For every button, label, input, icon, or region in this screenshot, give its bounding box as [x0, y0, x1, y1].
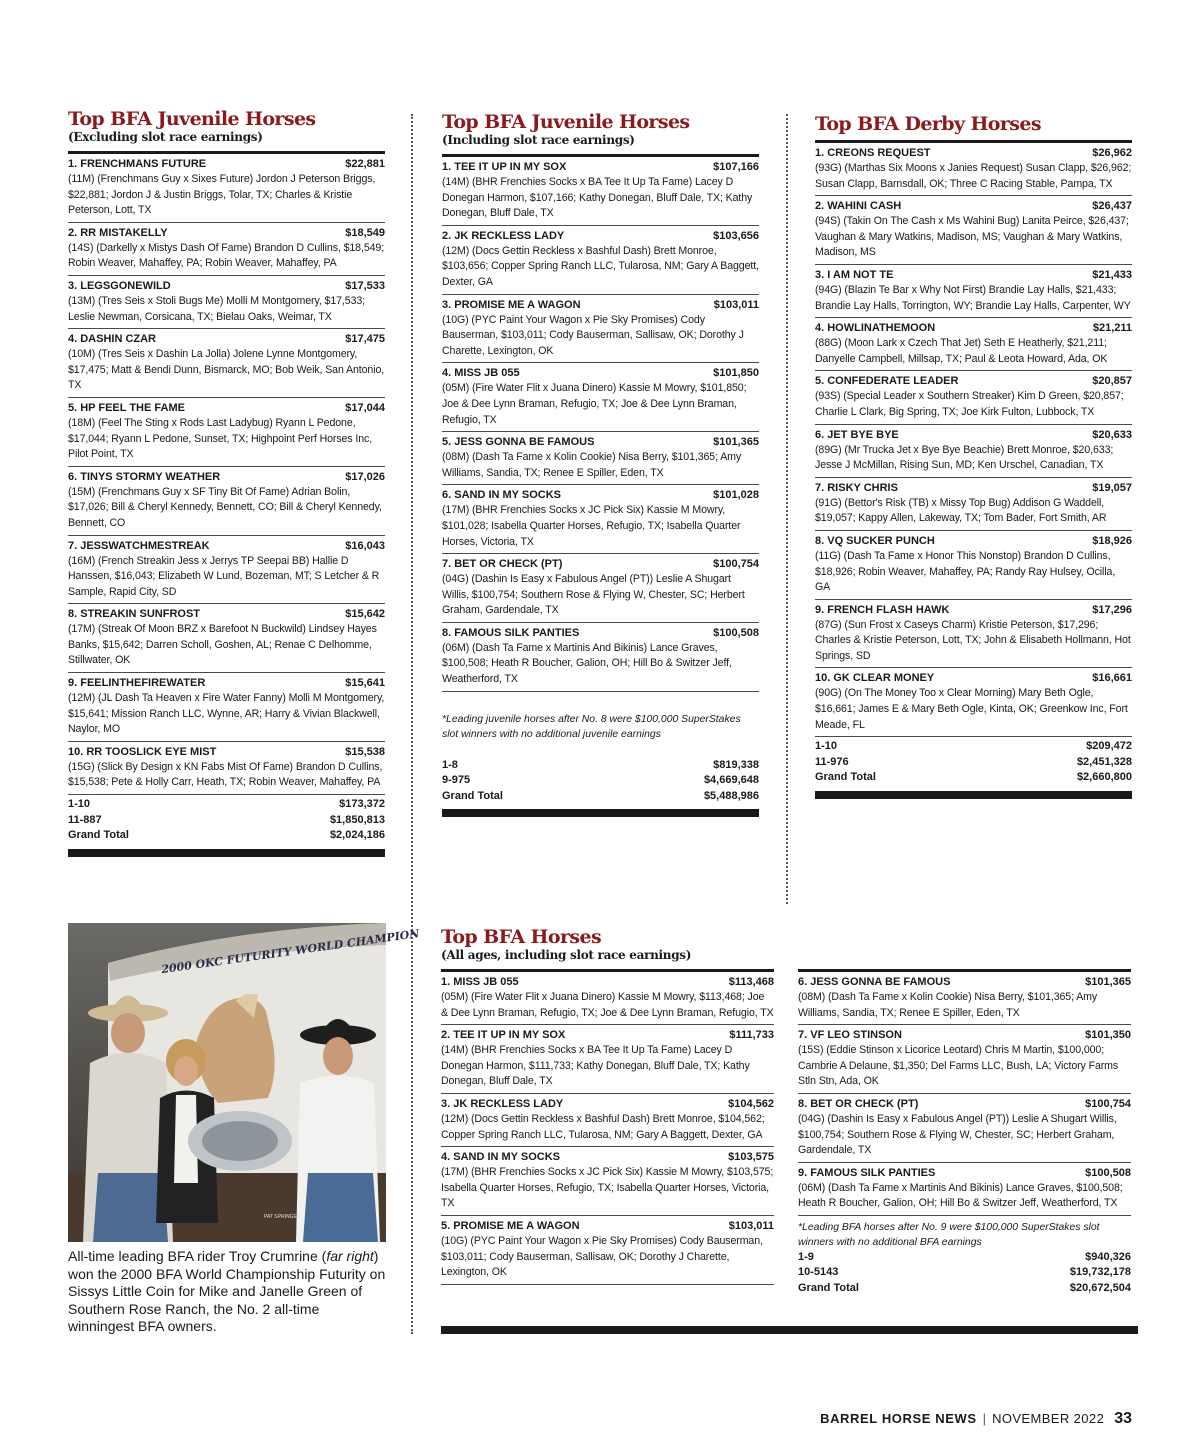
total-row — [68, 797, 385, 813]
horse-details: (91G) (Bettor's Risk (TB) x Missy Top Bug) Addison G Waddell, $19,057; Kappy Allen, Lakeway, TX; Tom Bader, Fort Smith, AR — [815, 496, 1107, 525]
horse-details: (12M) (JL Dash Ta Heaven x Fire Water Fanny) Molli M Montgomery, $15,641; Mission Ranch LLC, Wynne, AR; Harry & Vivian Blackwell, Naylor, MO — [68, 692, 385, 736]
horse-details: (17M) (BHR Frenchies Socks x JC Pick Six) Kassie M Mowry, $103,575; Isabella Quarter Horses, Refugio, TX; Isabella Quarter Horses, Victoria, TX — [441, 1166, 774, 1210]
horse-details: (14M) (BHR Frenchies Socks x BA Tee It Up Ta Fame) Lacey D Donegan Harmon, $107,166; Kathy Donegan, Bluff Dale, TX; Kathy Donegan, Bluff Dale, TX — [442, 176, 753, 220]
entry-header — [441, 1097, 774, 1112]
horse-details: (16M) (French Streakin Jess x Jerrys TP Seepai BB) Hallie D Hanssen, $16,043; Elizabeth W Lund, Bozeman, MT; S Letcher & R Sample, Rapid City, SD — [68, 554, 380, 598]
list-item — [441, 1147, 774, 1216]
horse-details: (93G) (Marthas Six Moons x Janies Request) Susan Clapp, $26,962; Susan Clapp, Barnsdall, OK; Three C Racing Stable, Pampa, TX — [815, 162, 1132, 190]
earnings-amount: $101,365 — [1085, 976, 1131, 988]
entry-header — [442, 488, 759, 503]
horse-details: (89G) (Mr Trucka Jet x Bye Bye Beachie) Brett Monroe, $20,633; Jesse J McMillan, Rising Sun, MD; Ken Urschel, Canadian, TX — [815, 443, 1114, 472]
total-label: Grand Total — [815, 771, 876, 784]
horse-name: 9. FEELINTHEFIREWATER — [68, 677, 206, 690]
total-value: $819,338 — [713, 758, 759, 771]
list-item — [815, 668, 1132, 737]
horse-name: 6. JESS GONNA BE FAMOUS — [798, 976, 951, 988]
section-title: Top BFA Horses — [441, 926, 602, 948]
horse-details: (87G) (Sun Frost x Caseys Charm) Kristie Peterson, $17,296; Charles & Kristie Peterson, Lott, TX; John & Elisabeth Hollmann, Hot Springs, SD — [815, 618, 1131, 662]
totals — [815, 737, 1132, 786]
all-ages-right-column — [798, 969, 1131, 1296]
total-row — [68, 828, 385, 844]
entry-header — [815, 534, 1132, 549]
total-label: Grand Total — [798, 1281, 859, 1294]
entry-header — [815, 268, 1132, 283]
total-value: $4,669,648 — [703, 774, 759, 787]
horse-name: 2. JK RECKLESS LADY — [442, 229, 565, 242]
entry-list — [68, 154, 385, 795]
earnings-amount: $20,857 — [1092, 375, 1132, 388]
list-item — [442, 363, 759, 432]
total-row — [442, 789, 759, 805]
earnings-amount: $103,575 — [728, 1151, 774, 1164]
horse-details: (11M) (Frenchmans Guy x Sixes Future) Jordon J Peterson Briggs, $22,881; Jordon J & Justin Briggs, Tolar, TX; Charles & Kristie Peterson, Lott, TX — [68, 173, 376, 217]
photo-champions — [68, 923, 421, 1242]
photo-illustration — [68, 923, 421, 1242]
list-item — [442, 432, 759, 485]
earnings-amount: $26,437 — [1092, 200, 1132, 213]
juvenile-excl-section — [68, 108, 385, 857]
footnote: *Leading juvenile horses after No. 8 were $100,000 SuperStakes slot winners with no additional juvenile earnings — [442, 713, 741, 740]
earnings-amount: $16,661 — [1092, 672, 1132, 685]
list-item — [441, 972, 774, 1025]
page-number: 33 — [1114, 1410, 1132, 1427]
list-item — [68, 742, 385, 795]
banner-text: 2000 OKC FUTURITY WORLD CHAMPION — [160, 927, 421, 977]
section-subtitle: (Including slot race earnings) — [442, 133, 635, 147]
list-item — [68, 673, 385, 742]
horse-name: 10. GK CLEAR MONEY — [815, 672, 935, 685]
section-subtitle: (Excluding slot race earnings) — [68, 130, 263, 144]
earnings-amount: $100,754 — [1085, 1097, 1131, 1110]
earnings-amount: $103,011 — [713, 298, 759, 311]
section-bottom-bar — [442, 809, 759, 817]
entry-header — [68, 539, 385, 554]
total-row — [815, 739, 1132, 755]
entry-header — [798, 1166, 1131, 1181]
horse-name: 7. VF LEO STINSON — [798, 1029, 902, 1042]
horse-details: (13M) (Tres Seis x Stoli Bugs Me) Molli M Montgomery, $17,533; Leslie Newman, Corsicana, TX; Bielau Oaks, Weimar, TX — [68, 294, 365, 323]
earnings-amount: $100,754 — [713, 558, 759, 571]
entry-header — [68, 279, 385, 294]
caption-emphasis: far right — [326, 1248, 374, 1264]
horse-details: (08M) (Dash Ta Fame x Kolin Cookie) Nisa Berry, $101,365; Amy Williams, Sandia, TX; Renee E Spiller, Eden, TX — [442, 451, 742, 479]
horse-details: (15M) (Frenchmans Guy x SF Tiny Bit Of Fame) Adrian Bolin, $17,026; Bill & Cheryl Kennedy, Bennett, CO; Bill & Cheryl Kennedy, Bennett, CO — [68, 485, 382, 529]
total-row — [798, 1281, 1131, 1297]
total-label: 1-10 — [68, 798, 91, 811]
section-bottom-bar — [68, 849, 385, 857]
entry-header — [815, 374, 1132, 389]
horse-details: (90G) (On The Money Too x Clear Morning) Mary Beth Ogle, $16,661; James E & Mary Beth Ogle, Kinta, OK; Greenkow Inc, Fort Meade, FL — [815, 687, 1128, 731]
total-row — [798, 1265, 1131, 1281]
horse-name: 8. BET OR CHECK (PT) — [798, 1097, 919, 1110]
entry-header — [442, 229, 759, 244]
column-divider-left — [411, 114, 413, 1334]
horse-name: 7. BET OR CHECK (PT) — [442, 558, 563, 571]
total-label: 11-887 — [68, 813, 102, 826]
list-item — [442, 623, 759, 692]
entry-header — [442, 366, 759, 381]
horse-name: 7. RISKY CHRIS — [815, 481, 898, 494]
totals — [798, 1250, 1131, 1297]
list-item — [815, 425, 1132, 478]
total-value: $2,024,186 — [329, 829, 385, 842]
total-label: 9-975 — [442, 774, 471, 787]
list-item — [815, 143, 1132, 196]
horse-name: 4. MISS JB 055 — [442, 367, 520, 380]
horse-name: 6. SAND IN MY SOCKS — [442, 489, 561, 502]
earnings-amount: $15,642 — [345, 608, 385, 621]
entry-header — [815, 321, 1132, 336]
horse-name: 3. JK RECKLESS LADY — [441, 1097, 564, 1110]
entry-list — [442, 157, 759, 692]
footer-issue: NOVEMBER 2022 — [992, 1411, 1105, 1426]
horse-name: 9. FRENCH FLASH HAWK — [815, 603, 950, 616]
list-item — [798, 1025, 1131, 1094]
horse-details: (11G) (Dash Ta Fame x Honor This Nonstop) Brandon D Cullins, $18,926; Robin Weaver, Mahaffey, PA; Randy Ray Hulsey, Ocilla, GA — [815, 549, 1116, 594]
list-item — [441, 1025, 774, 1094]
earnings-amount: $107,166 — [713, 161, 759, 173]
entry-header — [798, 1028, 1131, 1043]
horse-details: (15G) (Slick By Design x KN Fabs Mist Of Fame) Brandon D Cullins, $15,538; Pete & Holly Carr, Heath, TX; Robin Weaver, Mahaffey, PA — [68, 760, 383, 789]
list-item — [68, 604, 385, 673]
total-row — [442, 773, 759, 789]
list-item — [441, 1094, 774, 1147]
totals — [68, 795, 385, 844]
earnings-amount: $113,468 — [728, 976, 774, 988]
total-row — [815, 755, 1132, 771]
earnings-amount: $100,508 — [1085, 1166, 1131, 1179]
horse-details: (04G) (Dashin Is Easy x Fabulous Angel (PT)) Leslie A Shugart Willis, $100,754; Southern Rose & Flying W, Chester, SC; Herbert Graham, Gardendale, TX — [442, 573, 745, 617]
list-item — [442, 226, 759, 295]
horse-details: (12M) (Docs Gettin Reckless x Bashful Dash) Brett Monroe, $103,656; Copper Spring Ranch LLC, Tularosa, NM; Gary A Baggett, Dexter, GA — [442, 244, 759, 288]
list-item — [442, 485, 759, 554]
entry-header — [442, 435, 759, 450]
earnings-amount: $111,733 — [729, 1029, 774, 1042]
horse-name: 1. TEE IT UP IN MY SOX — [442, 161, 567, 173]
horse-name: 8. FAMOUS SILK PANTIES — [442, 626, 580, 639]
total-row — [815, 770, 1132, 786]
horse-name: 3. LEGSGONEWILD — [68, 279, 171, 292]
totals — [442, 758, 759, 805]
entry-header — [815, 603, 1132, 618]
horse-details: (04G) (Dashin Is Easy x Fabulous Angel (PT)) Leslie A Shugart Willis, $100,754; Southern Rose & Flying W, Chester, SC; Herbert Graham, Gardendale, TX — [798, 1112, 1117, 1157]
list-item — [815, 371, 1132, 424]
total-label: Grand Total — [442, 789, 503, 802]
earnings-amount: $17,475 — [345, 333, 385, 346]
horse-details: (18M) (Feel The Sting x Rods Last Ladybug) Ryann L Pedone, $17,044; Ryann L Pedone, Sunset, TX; Highpoint Perf Horses Inc, Pilot Point, TX — [68, 416, 373, 461]
entry-list — [441, 972, 774, 1285]
horse-details: (94G) (Blazin Te Bar x Why Not First) Brandie Lay Halls, $21,433; Brandie Lay Halls, Torrington, WY; Brandie Lay Halls, Carpenter, WY — [815, 283, 1131, 312]
earnings-amount: $18,549 — [345, 226, 385, 239]
horse-details: (06M) (Dash Ta Fame x Martinis And Bikinis) Lance Graves, $100,508; Heath R Boucher, Galion, OH; Hill Bo & Switzer Jeff, Weatherford, TX — [442, 641, 732, 686]
earnings-amount: $16,043 — [345, 539, 385, 552]
total-value: $2,660,800 — [1076, 771, 1132, 784]
footer-separator: | — [982, 1411, 987, 1426]
horse-details: (08M) (Dash Ta Fame x Kolin Cookie) Nisa Berry, $101,365; Amy Williams, Sandia, TX; Renee E Spiller, Eden, TX — [798, 991, 1098, 1019]
entry-header — [68, 157, 385, 172]
entry-header — [68, 607, 385, 622]
horse-name: 3. PROMISE ME A WAGON — [442, 298, 581, 311]
section-bottom-bar — [815, 791, 1132, 799]
entry-header — [68, 226, 385, 241]
earnings-amount: $100,508 — [713, 626, 759, 639]
horse-details: (88G) (Moon Lark x Czech That Jet) Seth E Heatherly, $21,211; Danyelle Campbell, Millsap, TX; Paul & Leota Howard, Ada, OK — [815, 337, 1108, 365]
entry-header — [68, 745, 385, 760]
list-item — [441, 1216, 774, 1285]
photo-credit: PAT SPRINGER — [264, 1214, 301, 1220]
total-label: 1-9 — [798, 1250, 814, 1263]
earnings-amount: $22,881 — [345, 158, 385, 170]
earnings-amount: $104,562 — [728, 1097, 774, 1110]
total-value: $940,326 — [1085, 1250, 1131, 1263]
total-value: $173,372 — [339, 798, 385, 811]
horse-name: 6. JET BYE BYE — [815, 428, 899, 441]
caption-text-rest: ) won the 2000 BFA World Championship Futurity on Sissys Little Coin for Mike and Janelle Green of Southern Rose Ranch, the No. 2 all-time winningest BFA owners. — [68, 1248, 386, 1334]
total-label: 1-8 — [442, 758, 458, 771]
list-item — [815, 478, 1132, 531]
horse-name: 3. I AM NOT TE — [815, 268, 894, 281]
horse-name: 10. RR TOOSLICK EYE MIST — [68, 745, 217, 758]
list-item — [68, 467, 385, 536]
entry-header — [441, 1150, 774, 1165]
total-value: $20,672,504 — [1069, 1281, 1131, 1294]
earnings-amount: $15,641 — [345, 677, 385, 690]
horse-name: 8. VQ SUCKER PUNCH — [815, 534, 935, 547]
earnings-amount: $103,011 — [728, 1219, 774, 1232]
entry-header — [68, 470, 385, 485]
derby-section — [815, 113, 1132, 799]
list-item — [798, 1094, 1131, 1163]
entry-header — [442, 298, 759, 313]
earnings-amount: $18,926 — [1092, 534, 1132, 547]
all-ages-bottom-bar — [441, 1326, 1138, 1334]
list-item — [815, 531, 1132, 600]
horse-details: (14M) (BHR Frenchies Socks x BA Tee It Up Ta Fame) Lacey D Donegan Harmon, $111,733; Kathy Donegan, Bluff Dale, TX; Kathy Donegan, Bluff Dale, TX — [441, 1044, 750, 1088]
list-item — [68, 329, 385, 398]
earnings-amount: $17,026 — [345, 470, 385, 483]
entry-header — [442, 557, 759, 572]
entry-list — [798, 972, 1131, 1216]
earnings-amount: $101,850 — [713, 367, 759, 380]
earnings-amount: $101,365 — [713, 436, 759, 449]
horse-name: 2. WAHINI CASH — [815, 200, 902, 213]
horse-name: 5. CONFEDERATE LEADER — [815, 375, 959, 388]
entry-header — [68, 401, 385, 416]
entry-header — [798, 975, 1131, 990]
horse-details: (05M) (Fire Water Flit x Juana Dinero) Kassie M Mowry, $101,850; Joe & Dee Lynn Braman, Refugio, TX; Joe & Dee Lynn Braman, Refugio, TX — [442, 382, 747, 426]
horse-name: 1. FRENCHMANS FUTURE — [68, 158, 207, 170]
list-item — [798, 972, 1131, 1025]
list-item — [68, 223, 385, 276]
entry-header — [815, 481, 1132, 496]
horse-details: (17M) (Streak Of Moon BRZ x Barefoot N Buckwild) Lindsey Hayes Banks, $15,642; Darren Scholl, Goshen, AL; Renae C Delhomme, Stillwater, OK — [68, 623, 377, 667]
horse-name: 6. TINYS STORMY WEATHER — [68, 470, 221, 483]
earnings-amount: $17,533 — [345, 279, 385, 292]
entry-header — [815, 671, 1132, 686]
horse-details: (12M) (Docs Gettin Reckless x Bashful Dash) Brett Monroe, $104,562; Copper Spring Ranch LLC, Tularosa, NM; Gary A Baggett, Dexter, GA — [441, 1112, 765, 1141]
list-item — [815, 196, 1132, 265]
entry-header — [442, 626, 759, 641]
horse-name: 4. HOWLINATHEMOON — [815, 322, 936, 335]
horse-details: (94S) (Takin On The Cash x Ms Wahini Bug) Lanita Peirce, $26,437; Vaughan & Mary Watkins, Madison, MS; Vaughan & Mary Watkins, Madison, MS — [815, 215, 1129, 259]
earnings-amount: $15,538 — [345, 745, 385, 758]
horse-details: (05M) (Fire Water Flit x Juana Dinero) Kassie M Mowry, $113,468; Joe & Dee Lynn Braman, Refugio, TX; Joe & Dee Lynn Braman, Refugio, TX — [441, 991, 774, 1019]
horse-details: (10G) (PYC Paint Your Wagon x Pie Sky Promises) Cody Bauserman, $103,011; Cody Bauserman, Sallisaw, OK; Dorothy J Charette, Lexington, OK — [442, 313, 744, 357]
entry-header — [798, 1097, 1131, 1112]
total-value: $209,472 — [1086, 740, 1132, 753]
earnings-amount: $26,962 — [1092, 147, 1132, 159]
earnings-amount: $19,057 — [1092, 481, 1132, 494]
list-item — [815, 318, 1132, 371]
all-ages-left-column — [441, 969, 774, 1285]
earnings-amount: $21,211 — [1092, 322, 1132, 335]
entry-header — [815, 428, 1132, 443]
photo-caption — [68, 1248, 388, 1336]
section-title: Top BFA Juvenile Horses — [442, 111, 690, 133]
list-item — [815, 265, 1132, 318]
list-item — [68, 154, 385, 223]
entry-header — [441, 1028, 774, 1043]
caption-text: All-time leading BFA rider Troy Crumrine ( — [68, 1248, 327, 1264]
horse-details: (15S) (Eddie Stinson x Licorice Leotard) Chris M Martin, $100,000; Cambrie A Delaune, $1,350; Del Farms LLC, Bush, LA; Victory Farms Stln Stn, Ada, OK — [798, 1044, 1119, 1088]
total-row — [798, 1250, 1131, 1266]
section-subtitle: (All ages, including slot race earnings) — [441, 948, 692, 962]
horse-name: 5. HP FEEL THE FAME — [68, 401, 185, 414]
horse-details: (10M) (Tres Seis x Dashin La Jolla) Jolene Lynne Montgomery, $17,475; Matt & Bendi Dunn, Bismarck, MO; Bob Weik, San Antonio, TX — [68, 348, 385, 392]
horse-name: 8. STREAKIN SUNFROST — [68, 608, 201, 621]
total-value: $19,732,178 — [1069, 1266, 1131, 1279]
horse-name: 5. JESS GONNA BE FAMOUS — [442, 436, 595, 449]
page-footer — [820, 1410, 1132, 1428]
horse-details: (14S) (Darkelly x Mistys Dash Of Fame) Brandon D Cullins, $18,549; Robin Weaver, Mahaffey, PA; Robin Weaver, Mahaffey, PA — [68, 241, 385, 270]
earnings-amount: $103,656 — [713, 229, 759, 242]
horse-name: 1. CREONS REQUEST — [815, 147, 931, 159]
horse-name: 2. TEE IT UP IN MY SOX — [441, 1029, 566, 1042]
entry-header — [815, 146, 1132, 161]
total-row — [442, 758, 759, 774]
list-item — [442, 554, 759, 623]
earnings-amount: $17,296 — [1092, 603, 1132, 616]
list-item — [68, 536, 385, 605]
horse-name: 7. JESSWATCHMESTREAK — [68, 539, 210, 552]
all-ages-section — [441, 926, 1138, 963]
horse-name: 2. RR MISTAKELLY — [68, 226, 168, 239]
horse-name: 4. SAND IN MY SOCKS — [441, 1151, 560, 1164]
total-label: 11-976 — [815, 755, 849, 768]
juvenile-incl-section — [442, 111, 759, 817]
total-label: 1-10 — [815, 740, 838, 753]
entry-header — [441, 975, 774, 990]
total-value: $1,850,813 — [329, 813, 385, 826]
earnings-amount: $21,433 — [1092, 268, 1132, 281]
list-item — [442, 157, 759, 226]
entry-header — [68, 332, 385, 347]
total-row — [68, 813, 385, 829]
list-item — [798, 1163, 1131, 1216]
entry-header — [442, 160, 759, 175]
entry-header — [815, 199, 1132, 214]
section-title: Top BFA Juvenile Horses — [68, 108, 316, 130]
list-item — [68, 276, 385, 329]
entry-header — [68, 676, 385, 691]
horse-name: 4. DASHIN CZAR — [68, 333, 157, 346]
column-divider-right — [786, 114, 788, 904]
total-value: $5,488,986 — [703, 789, 759, 802]
footer-magazine: BARREL HORSE NEWS — [820, 1411, 977, 1426]
horse-details: (10G) (PYC Paint Your Wagon x Pie Sky Promises) Cody Bauserman, $103,011; Cody Bauserman, Sallisaw, OK; Dorothy J Charette, Lexington, OK — [441, 1234, 763, 1279]
section-title: Top BFA Derby Horses — [815, 113, 1041, 135]
horse-details: (17M) (BHR Frenchies Socks x JC Pick Six) Kassie M Mowry, $101,028; Isabella Quarter Horses, Refugio, TX; Isabella Quarter Horses, Victoria, TX — [442, 504, 741, 548]
list-item — [442, 295, 759, 364]
footnote: *Leading BFA horses after No. 9 were $100,000 SuperStakes slot winners with no additional BFA earnings — [798, 1221, 1100, 1248]
total-label: Grand Total — [68, 829, 129, 842]
entry-list — [815, 143, 1132, 737]
horse-details: (93S) (Special Leader x Southern Streaker) Kim D Green, $20,857; Charlie L Clark, Big Spring, TX; Joe Kirk Fulton, Lubbock, TX — [815, 390, 1124, 418]
list-item — [68, 398, 385, 467]
list-item — [815, 600, 1132, 669]
earnings-amount: $101,350 — [1085, 1029, 1131, 1042]
total-label: 10-5143 — [798, 1266, 839, 1279]
earnings-amount: $101,028 — [713, 489, 759, 502]
earnings-amount: $20,633 — [1092, 428, 1132, 441]
horse-name: 9. FAMOUS SILK PANTIES — [798, 1166, 936, 1179]
horse-name: 5. PROMISE ME A WAGON — [441, 1219, 580, 1232]
horse-details: (06M) (Dash Ta Fame x Martinis And Bikinis) Lance Graves, $100,508; Heath R Boucher, Galion, OH; Hill Bo & Switzer Jeff, Weatherford, TX — [798, 1181, 1123, 1210]
entry-header — [441, 1219, 774, 1234]
earnings-amount: $17,044 — [345, 401, 385, 414]
total-value: $2,451,328 — [1076, 755, 1132, 768]
horse-name: 1. MISS JB 055 — [441, 976, 519, 988]
